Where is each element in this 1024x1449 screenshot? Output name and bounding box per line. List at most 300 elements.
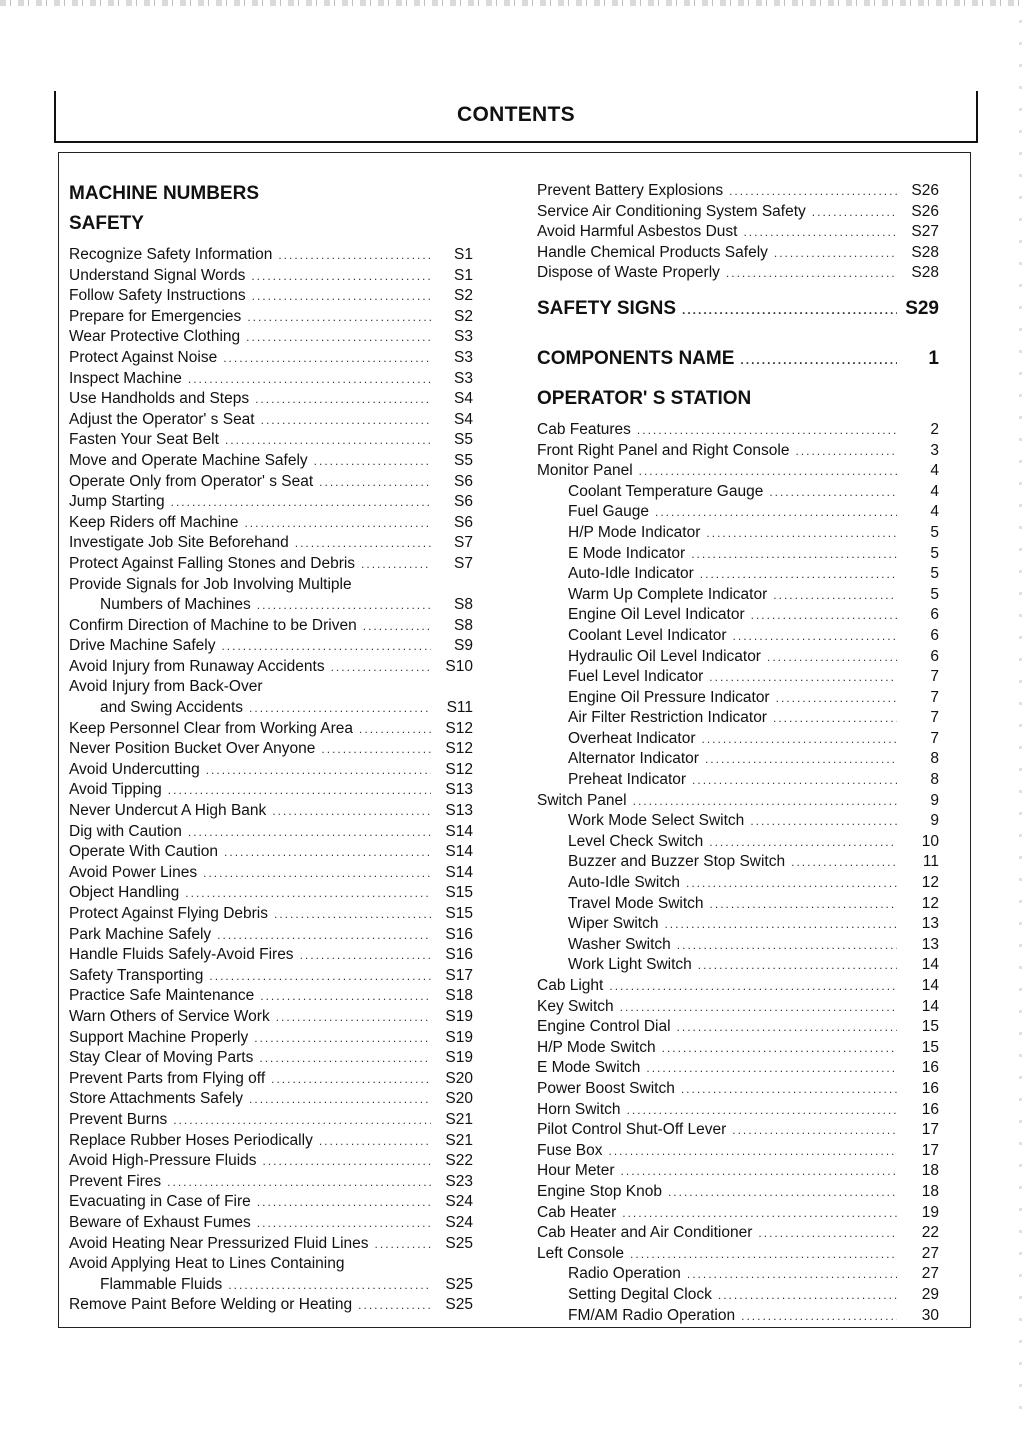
toc-entry[interactable] xyxy=(537,1017,939,1038)
dot-leader xyxy=(726,263,897,284)
dot-leader xyxy=(621,1161,897,1182)
dot-leader xyxy=(254,1028,431,1049)
toc-entry[interactable] xyxy=(69,1213,473,1234)
dot-leader xyxy=(609,976,897,997)
toc-entry[interactable] xyxy=(537,1079,939,1100)
toc-entry[interactable] xyxy=(537,482,939,503)
dot-leader xyxy=(769,482,897,503)
toc-entry[interactable] xyxy=(69,1028,473,1049)
toc-entry[interactable] xyxy=(69,1234,473,1255)
toc-entry-title: and Swing Accidents xyxy=(100,699,244,717)
toc-entry[interactable] xyxy=(537,605,939,626)
dot-leader xyxy=(188,822,431,843)
toc-entry-title: Preheat Indicator xyxy=(568,771,687,789)
dot-leader xyxy=(244,513,431,534)
dot-leader xyxy=(251,266,431,287)
toc-entry[interactable] xyxy=(537,544,939,565)
toc-entry-page: S27 xyxy=(911,223,939,241)
toc-entry[interactable] xyxy=(537,222,939,243)
toc-entry-title: Monitor Panel xyxy=(537,462,633,480)
dot-leader xyxy=(247,307,431,328)
toc-entry-title: Setting Degital Clock xyxy=(568,1285,712,1303)
toc-entry-page: 9 xyxy=(930,791,939,809)
toc-entry-title: COMPONENTS NAME xyxy=(537,347,735,369)
toc-entry[interactable] xyxy=(537,1203,939,1224)
toc-entry-title: Wiper Switch xyxy=(568,915,659,933)
toc-entry[interactable] xyxy=(69,595,473,616)
toc-entry[interactable] xyxy=(537,1038,939,1059)
toc-entry[interactable] xyxy=(537,832,939,853)
toc-entry[interactable] xyxy=(69,822,473,843)
toc-entry-page: S12 xyxy=(445,740,473,758)
contents-column-left xyxy=(69,181,473,1316)
toc-entry-page: 13 xyxy=(921,935,939,953)
toc-entry[interactable] xyxy=(537,894,939,915)
toc-entry[interactable] xyxy=(69,925,473,946)
dot-leader xyxy=(620,997,897,1018)
toc-entry-page: 27 xyxy=(921,1265,939,1283)
toc-entry-title: Key Switch xyxy=(537,997,614,1015)
toc-entry-title: Fuel Gauge xyxy=(568,503,649,521)
toc-entry-page: S24 xyxy=(445,1213,473,1231)
toc-entry[interactable] xyxy=(537,502,939,523)
dot-leader xyxy=(662,1038,897,1059)
toc-entry[interactable] xyxy=(537,997,939,1018)
toc-entry-page: S19 xyxy=(445,1028,473,1046)
toc-entry[interactable] xyxy=(537,420,939,441)
toc-entry[interactable] xyxy=(537,770,939,791)
dot-leader xyxy=(668,1182,897,1203)
toc-entry[interactable] xyxy=(69,1069,473,1090)
toc-entry-page: S18 xyxy=(445,987,473,1005)
toc-entry-title: Avoid High-Pressure Fluids xyxy=(69,1152,257,1170)
toc-entry[interactable] xyxy=(537,811,939,832)
dot-leader xyxy=(709,667,897,688)
toc-entry[interactable] xyxy=(537,585,939,606)
dot-leader xyxy=(188,369,431,390)
dot-leader xyxy=(692,770,897,791)
page-title: CONTENTS xyxy=(457,103,575,126)
toc-entry[interactable] xyxy=(69,719,473,740)
toc-entry[interactable] xyxy=(69,1254,473,1275)
toc-entry[interactable] xyxy=(537,708,939,729)
dot-leader xyxy=(627,1100,897,1121)
toc-entry-page: 4 xyxy=(930,503,939,521)
toc-entry-page: 4 xyxy=(930,462,939,480)
dot-leader xyxy=(791,852,897,873)
toc-entry-page: 7 xyxy=(930,668,939,686)
toc-entry-title: Understand Signal Words xyxy=(69,266,246,284)
toc-entry[interactable] xyxy=(537,523,939,544)
toc-entry-page: S3 xyxy=(454,328,473,346)
toc-entry-page: S6 xyxy=(454,513,473,531)
toc-entry-page: S15 xyxy=(445,884,473,902)
toc-entry-page: S13 xyxy=(445,802,473,820)
toc-entry[interactable] xyxy=(69,1192,473,1213)
dot-leader xyxy=(698,955,897,976)
dot-leader xyxy=(718,1285,897,1306)
toc-entry[interactable] xyxy=(69,801,473,822)
dot-leader xyxy=(257,595,431,616)
header-frame xyxy=(54,91,978,143)
toc-entry[interactable] xyxy=(69,739,473,760)
toc-entry[interactable] xyxy=(69,760,473,781)
dot-leader xyxy=(249,698,431,719)
toc-entry[interactable] xyxy=(69,677,473,698)
toc-section-entry[interactable] xyxy=(537,294,939,334)
toc-entry-page: S13 xyxy=(445,781,473,799)
dot-leader xyxy=(608,1141,897,1162)
toc-entry-title: Coolant Temperature Gauge xyxy=(568,482,764,500)
dot-leader xyxy=(276,1007,431,1028)
toc-entry-title: Prevent Parts from Flying off xyxy=(69,1069,266,1087)
toc-entry-title: Engine Oil Pressure Indicator xyxy=(568,688,770,706)
toc-entry[interactable] xyxy=(69,986,473,1007)
toc-entry-page: S21 xyxy=(445,1110,473,1128)
toc-entry[interactable] xyxy=(69,266,473,287)
dot-leader xyxy=(774,243,897,264)
toc-entry[interactable] xyxy=(537,1285,939,1306)
dot-leader xyxy=(246,327,431,348)
contents-box xyxy=(58,152,971,1328)
dot-leader xyxy=(655,502,897,523)
dot-leader xyxy=(203,863,431,884)
toc-entry[interactable] xyxy=(537,667,939,688)
toc-entry-title: E Mode Switch xyxy=(537,1059,641,1077)
dot-leader xyxy=(706,523,897,544)
dot-leader xyxy=(252,286,431,307)
toc-entry[interactable] xyxy=(537,1182,939,1203)
toc-entry[interactable] xyxy=(537,202,939,223)
toc-entry[interactable] xyxy=(537,1058,939,1079)
toc-entry-page: 7 xyxy=(930,709,939,727)
toc-entry[interactable] xyxy=(537,729,939,750)
toc-entry[interactable] xyxy=(537,1161,939,1182)
dot-leader xyxy=(633,791,897,812)
toc-entry[interactable] xyxy=(69,863,473,884)
dot-leader xyxy=(358,1295,431,1316)
toc-entry[interactable] xyxy=(537,1306,939,1327)
toc-entry-title: Use Handholds and Steps xyxy=(69,390,250,408)
toc-entry-title: Store Attachments Safely xyxy=(69,1090,244,1108)
toc-entry-title: Practice Safe Maintenance xyxy=(69,987,255,1005)
dot-leader xyxy=(758,1223,897,1244)
toc-entry-title: Numbers of Machines xyxy=(100,596,251,614)
dot-leader xyxy=(664,914,897,935)
toc-entry-title: Fuse Box xyxy=(537,1141,603,1159)
dot-leader xyxy=(729,181,897,202)
toc-entry-page: S9 xyxy=(454,637,473,655)
toc-entry[interactable] xyxy=(537,1244,939,1265)
toc-entry[interactable] xyxy=(69,1089,473,1110)
dot-leader xyxy=(209,966,431,987)
dot-leader xyxy=(319,1131,431,1152)
toc-entry-title: Engine Stop Knob xyxy=(537,1182,662,1200)
dot-leader xyxy=(686,873,897,894)
toc-entry-page: 5 xyxy=(930,585,939,603)
toc-entry-title: Washer Switch xyxy=(568,935,671,953)
toc-entry-page: 16 xyxy=(921,1059,939,1077)
toc-entry[interactable] xyxy=(69,616,473,637)
toc-entry-page: S8 xyxy=(454,596,473,614)
toc-entry-title: Investigate Job Site Beforehand xyxy=(69,534,289,552)
toc-entry-title: Alternator Indicator xyxy=(568,750,699,768)
dot-leader xyxy=(217,925,431,946)
toc-entry-page: 12 xyxy=(921,894,939,912)
toc-entry-title: Never Undercut A High Bank xyxy=(69,802,267,820)
toc-entry[interactable] xyxy=(69,307,473,328)
toc-entry[interactable] xyxy=(69,904,473,925)
toc-entry[interactable] xyxy=(537,935,939,956)
toc-entry[interactable] xyxy=(69,780,473,801)
toc-entry-title: Hour Meter xyxy=(537,1162,615,1180)
dot-leader xyxy=(224,842,431,863)
toc-entry[interactable] xyxy=(537,263,939,284)
toc-entry-page: 10 xyxy=(921,832,939,850)
dot-leader xyxy=(249,1089,431,1110)
toc-entry-page: S21 xyxy=(445,1131,473,1149)
toc-entry[interactable] xyxy=(537,647,939,668)
toc-entry-title: Support Machine Properly xyxy=(69,1028,249,1046)
toc-entry-title: Air Filter Restriction Indicator xyxy=(568,709,767,727)
dot-leader xyxy=(750,811,897,832)
toc-entry[interactable] xyxy=(69,698,473,719)
toc-entry[interactable] xyxy=(537,955,939,976)
toc-entry-title: Cab Features xyxy=(537,420,631,438)
toc-entry-page: S5 xyxy=(454,431,473,449)
toc-entry-page: S6 xyxy=(454,472,473,490)
toc-entry-title: Protect Against Falling Stones and Debris xyxy=(69,554,356,572)
toc-entry[interactable] xyxy=(69,410,473,431)
toc-entry[interactable] xyxy=(69,1110,473,1131)
dot-leader xyxy=(185,883,431,904)
toc-entry-page: 19 xyxy=(921,1203,939,1221)
toc-entry[interactable] xyxy=(537,873,939,894)
toc-entry-title: H/P Mode Switch xyxy=(537,1038,656,1056)
toc-entry-page: S4 xyxy=(454,410,473,428)
toc-entry-title: Never Position Bucket Over Anyone xyxy=(69,740,316,758)
dot-leader xyxy=(681,1079,897,1100)
toc-entry[interactable] xyxy=(537,1264,939,1285)
toc-entry-page: 14 xyxy=(921,956,939,974)
toc-entry[interactable] xyxy=(537,1141,939,1162)
toc-entry[interactable] xyxy=(69,1151,473,1172)
dot-leader xyxy=(751,605,897,626)
toc-entry-page: 15 xyxy=(921,1038,939,1056)
scan-edge-right xyxy=(1019,20,1022,1420)
toc-entry-page: S1 xyxy=(454,266,473,284)
toc-entry[interactable] xyxy=(69,1048,473,1069)
toc-entry-page: 18 xyxy=(921,1162,939,1180)
toc-entry[interactable] xyxy=(69,533,473,554)
toc-entry-page: 5 xyxy=(930,565,939,583)
toc-entry-title: Replace Rubber Hoses Periodically xyxy=(69,1131,313,1149)
toc-entry[interactable] xyxy=(537,564,939,585)
toc-entry-title: SAFETY SIGNS xyxy=(537,297,677,319)
toc-entry[interactable] xyxy=(69,513,473,534)
toc-entry-page: 15 xyxy=(921,1018,939,1036)
toc-entry-page: S3 xyxy=(454,348,473,366)
toc-entry[interactable] xyxy=(537,1120,939,1141)
toc-entry[interactable] xyxy=(69,286,473,307)
dot-leader xyxy=(733,626,897,647)
toc-entry-title: Object Handling xyxy=(69,884,180,902)
dot-leader xyxy=(257,1192,431,1213)
toc-entry-title: Front Right Panel and Right Console xyxy=(537,441,790,459)
toc-entry-page: S7 xyxy=(454,534,473,552)
toc-entry[interactable] xyxy=(69,327,473,348)
toc-entry-title: Keep Riders off Machine xyxy=(69,513,239,531)
toc-entry[interactable] xyxy=(537,688,939,709)
dot-leader xyxy=(278,245,431,266)
dot-leader xyxy=(206,760,431,781)
toc-entry[interactable] xyxy=(537,181,939,202)
toc-entry-title: Dig with Caution xyxy=(69,822,182,840)
toc-entry-page: 22 xyxy=(921,1224,939,1242)
toc-entry-page: S12 xyxy=(445,719,473,737)
toc-entry[interactable] xyxy=(537,749,939,770)
dot-leader xyxy=(700,564,897,585)
toc-entry-page: S4 xyxy=(454,390,473,408)
toc-entry[interactable] xyxy=(537,1223,939,1244)
toc-entry-title: Level Check Switch xyxy=(568,832,704,850)
dot-leader xyxy=(637,420,897,441)
toc-entry-page: S23 xyxy=(445,1172,473,1190)
toc-entry-page: 9 xyxy=(930,812,939,830)
toc-entry-title: Service Air Conditioning System Safety xyxy=(537,202,806,220)
toc-section-entry[interactable] xyxy=(537,344,939,384)
toc-entry-page: S14 xyxy=(445,863,473,881)
toc-entry-page: 4 xyxy=(930,482,939,500)
toc-entry-title: Beware of Exhaust Fumes xyxy=(69,1213,251,1231)
toc-entry-page: 1 xyxy=(928,347,939,369)
toc-entry[interactable] xyxy=(69,1131,473,1152)
toc-entry-title: Flammable Fluids xyxy=(100,1275,223,1293)
toc-entry[interactable] xyxy=(537,852,939,873)
toc-entry-page: 30 xyxy=(921,1306,939,1324)
dot-leader xyxy=(776,688,897,709)
toc-entry[interactable] xyxy=(69,348,473,369)
toc-entry-title: Hydraulic Oil Level Indicator xyxy=(568,647,761,665)
dot-leader xyxy=(321,739,431,760)
dot-leader xyxy=(773,708,897,729)
toc-entry-page: 17 xyxy=(921,1141,939,1159)
toc-entry[interactable] xyxy=(69,369,473,390)
toc-entry-page: S26 xyxy=(911,202,939,220)
toc-entry-title: Warn Others of Service Work xyxy=(69,1007,270,1025)
toc-entry-page: 6 xyxy=(930,647,939,665)
toc-entry-page: S19 xyxy=(445,1007,473,1025)
dot-leader xyxy=(375,1234,431,1255)
toc-entry[interactable] xyxy=(537,791,939,812)
section-heading-machine-numbers: MACHINE NUMBERS xyxy=(69,183,259,204)
dot-leader xyxy=(630,1244,897,1265)
toc-entry-page: 8 xyxy=(930,750,939,768)
toc-entry[interactable] xyxy=(69,492,473,513)
dot-leader xyxy=(741,1306,897,1327)
toc-entry-title: Jump Starting xyxy=(69,493,165,511)
dot-leader xyxy=(812,202,897,223)
dot-leader xyxy=(259,1048,431,1069)
toc-entry[interactable] xyxy=(69,1275,473,1296)
toc-entry[interactable] xyxy=(69,883,473,904)
toc-entry[interactable] xyxy=(69,842,473,863)
toc-entry-title: Avoid Injury from Runaway Accidents xyxy=(69,657,325,675)
contents-column-right xyxy=(537,181,939,1326)
toc-entry[interactable] xyxy=(69,245,473,266)
toc-entry[interactable] xyxy=(69,451,473,472)
toc-entry-title: Work Mode Select Switch xyxy=(568,812,745,830)
toc-entry[interactable] xyxy=(537,1100,939,1121)
toc-entry-page: S20 xyxy=(445,1090,473,1108)
toc-entry-page: S25 xyxy=(445,1234,473,1252)
dot-leader xyxy=(732,1120,897,1141)
toc-entry-page: S25 xyxy=(445,1275,473,1293)
toc-entry-title: Recognize Safety Information xyxy=(69,246,273,263)
toc-entry-page: S3 xyxy=(454,369,473,387)
toc-entry-page: 12 xyxy=(921,874,939,892)
toc-entry[interactable] xyxy=(537,441,939,462)
toc-entry-title: Confirm Direction of Machine to be Driven xyxy=(69,616,357,634)
toc-entry[interactable] xyxy=(537,626,939,647)
toc-entry[interactable] xyxy=(69,472,473,493)
toc-entry-title: Park Machine Safely xyxy=(69,925,212,943)
toc-entry-title: Protect Against Flying Debris xyxy=(69,905,269,922)
dot-leader xyxy=(173,1110,431,1131)
dot-leader xyxy=(677,1017,897,1038)
toc-entry-title: Warm Up Complete Indicator xyxy=(568,585,768,603)
toc-entry-title: Power Boost Switch xyxy=(537,1079,675,1097)
toc-entry-title: Adjust the Operator' s Seat xyxy=(69,410,255,428)
toc-entry[interactable] xyxy=(69,554,473,575)
dot-leader xyxy=(228,1275,431,1296)
toc-entry[interactable] xyxy=(69,1172,473,1193)
toc-entry-title: Dispose of Waste Properly xyxy=(537,264,720,282)
toc-entry[interactable] xyxy=(69,636,473,657)
toc-entry-title: Protect Against Noise xyxy=(69,348,218,366)
dot-leader xyxy=(709,832,897,853)
toc-entry[interactable] xyxy=(69,945,473,966)
toc-entry-page: 29 xyxy=(921,1285,939,1303)
toc-entry[interactable] xyxy=(69,389,473,410)
toc-entry-page: S24 xyxy=(445,1193,473,1211)
toc-entry[interactable] xyxy=(69,430,473,451)
toc-entry-title: Evacuating in Case of Fire xyxy=(69,1193,251,1211)
toc-entry-title: Drive Machine Safely xyxy=(69,637,216,655)
section-heading-safety: SAFETY xyxy=(69,213,144,234)
toc-entry[interactable] xyxy=(69,1295,473,1316)
toc-entry[interactable] xyxy=(537,461,939,482)
toc-entry-page: S7 xyxy=(454,554,473,572)
toc-entry[interactable] xyxy=(537,914,939,935)
toc-entry-page: S28 xyxy=(911,243,939,261)
toc-entry-page: 8 xyxy=(930,771,939,789)
toc-entry[interactable] xyxy=(69,1007,473,1028)
toc-entry-page: 5 xyxy=(930,523,939,541)
toc-entry[interactable] xyxy=(537,976,939,997)
toc-entry-title: Handle Chemical Products Safely xyxy=(537,243,768,261)
toc-entry[interactable] xyxy=(537,243,939,264)
toc-entry-page: 6 xyxy=(930,626,939,644)
toc-entry[interactable] xyxy=(69,657,473,678)
toc-entry-title: Avoid Injury from Back-Over xyxy=(69,678,263,696)
dot-leader xyxy=(261,410,431,431)
toc-entry[interactable] xyxy=(69,575,473,596)
dot-leader xyxy=(167,1172,431,1193)
toc-entry-page: 6 xyxy=(930,606,939,624)
toc-entry[interactable] xyxy=(69,966,473,987)
toc-entry-title: Move and Operate Machine Safely xyxy=(69,451,308,469)
